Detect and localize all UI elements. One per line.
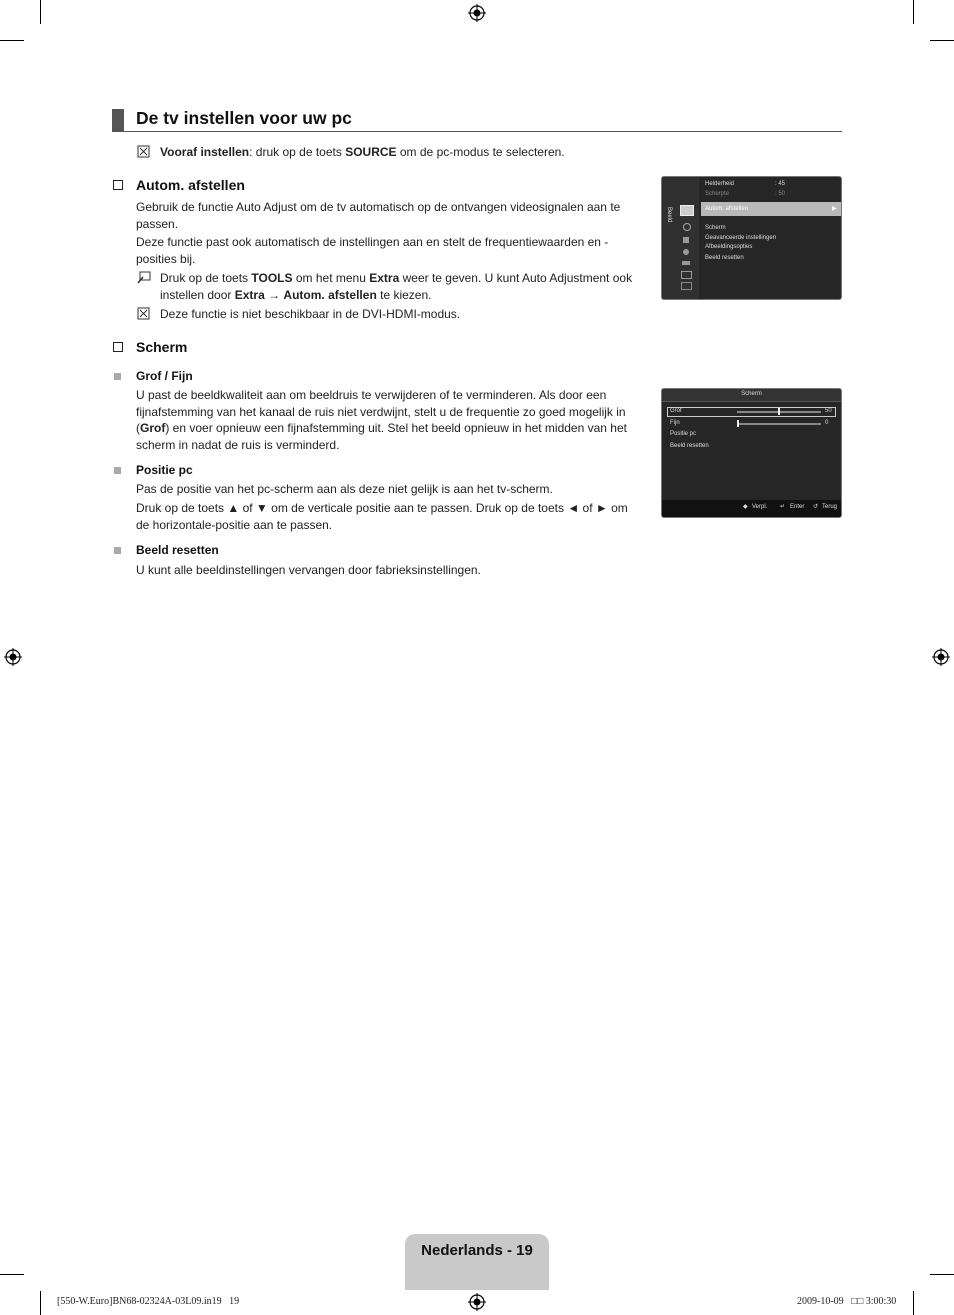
grof-paragraph [136,387,641,453]
menu-item-label[interactable]: Geavanceerde instellingen [705,235,777,241]
print-timestamp: 2009-10-09 □□ 3:00:30 [797,1296,897,1307]
scherm-row-label[interactable]: Positie pc [670,431,697,437]
menu-app-icon [681,271,692,279]
tools-icon [137,271,151,284]
menu-channel-icon [683,237,689,243]
registration-mark-icon [4,648,22,666]
sub-heading-positie: Positie pc [136,463,193,477]
crop-mark [0,40,24,41]
sub-heading-grof: Grof / Fijn [136,369,193,383]
tools-path-2: Autom. afstellen [283,287,377,302]
scherm-screenshot [661,388,842,518]
crop-mark [930,40,954,41]
back-icon: ↺ [813,504,819,510]
menu-item-value: : 50 [775,191,786,197]
preset-note-text: : druk op de toets [249,145,346,159]
section-heading-scherm: Scherm [136,339,188,355]
print-file-info: [550-W.Euro]BN68-02324A-03L09.in19 19 [57,1296,240,1307]
registration-mark-icon [932,648,950,666]
tools-text-c: weer te geven. U kunt Auto Adjustment ook instellen door [160,271,633,302]
scherm-footer-move: Verpl. [752,504,768,510]
scherm-slider-track[interactable] [737,423,821,425]
tools-text-a: Druk op de toets [160,271,252,285]
page-title: De tv instellen voor uw pc [136,108,352,128]
menu-item-value: : 45 [775,181,786,187]
tools-menu: Extra [369,271,400,285]
menu-setup-icon [683,249,689,255]
crop-mark [40,0,41,24]
menu-item-label[interactable]: Scherm [705,225,726,231]
positie-paragraph-1: Pas de positie van het pc-scherm aan als deze niet gelijk is aan het tv-scherm. [136,482,553,496]
autom-note-dvi: Deze functie is niet beschikbaar in de DVI-HDMI-modus. [160,307,461,321]
menu-item-arrow-icon: ▶ [832,206,837,212]
grof-text-a: U past de beeldkwaliteit aan om beeldruis te verwijderen of te verminderen. Als door een fijnafstemming van het kanaal de ruis niet verdwijnt, stelt u de frequentie zo goed mogelijk in ( [136,388,626,435]
preset-note-text-end: om de pc-modus te selecteren. [396,145,565,159]
note-icon [137,307,150,320]
scherm-footer-enter: Enter [790,504,805,510]
scherm-title: Scherm [741,391,762,397]
menu-item-label[interactable]: Beeld resetten [705,255,744,261]
section-heading-autom: Autom. afstellen [136,177,245,193]
grof-text-b: Grof [140,421,166,435]
tools-text-b: om het menu [292,271,370,285]
page-number-label: Nederlands - 19 [421,1242,533,1259]
section-checkbox-icon [113,180,123,190]
sub-heading-reset: Beeld resetten [136,543,219,557]
tools-text-d: te kiezen. [376,287,432,302]
scherm-footer-back: Terug [822,504,838,510]
preset-note [160,144,650,161]
scherm-slider-thumb[interactable] [737,420,739,427]
reset-paragraph: U kunt alle beeldinstellingen vervangen door fabrieksinstellingen. [136,563,481,577]
title-accent-bar [112,109,124,131]
tools-key: TOOLS [251,271,293,285]
menu-sidebar-label: Beeld [666,207,672,223]
preset-note-key: SOURCE [345,145,397,159]
grof-text-c: ) en voer opnieuw een fijnafstemming uit. Stel het beeld opnieuw in het midden van het scherm in nadat de ruis is verminderd. [136,421,627,452]
menu-item-label: Helderheid [705,181,735,187]
menu-item-label: Scherpte [705,191,730,197]
crop-mark [913,0,914,24]
scherm-row-label: Fijn [670,420,680,426]
move-icon: ◆ [743,504,748,510]
enter-icon: ↵ [780,504,786,510]
note-icon [137,145,150,158]
autom-tools-note [160,270,645,303]
preset-note-label: Vooraf instellen [160,145,250,159]
bullet-square-icon [114,373,121,380]
scherm-row-label[interactable]: Beeld resetten [670,443,709,449]
title-divider [112,131,842,132]
menu-sound-icon [683,223,691,231]
menu-input-icon [682,261,690,265]
crop-mark [0,1274,24,1275]
scherm-slider-thumb[interactable] [778,408,780,415]
crop-mark [40,1291,41,1315]
menu-help-icon [681,282,692,290]
menu-item-label[interactable]: Afbeeldingsopties [705,244,753,250]
menu-item-selected[interactable]: Autom. afstellen [705,206,749,212]
crop-mark [930,1274,954,1275]
crop-mark [913,1291,914,1315]
menu-sidebar [662,177,699,299]
autom-paragraph-1: Gebruik de functie Auto Adjust om de tv automatisch op de ontvangen videosignalen aan te passen. [136,200,621,231]
registration-mark-icon [468,4,486,22]
scherm-row-value: 50 [825,408,832,414]
autom-paragraph-2: Deze functie past ook automatisch de instellingen aan en stelt de frequentiewaarden en -posities bij. [136,235,609,266]
bullet-square-icon [114,467,121,474]
bullet-square-icon [114,547,121,554]
scherm-row-value: 0 [825,420,829,426]
menu-picture-icon [680,205,694,216]
tools-path-1: Extra [234,287,265,302]
positie-paragraph-2: Druk op de toets ▲ of ▼ om de verticale positie aan te passen. Druk op de toets ◄ of ► om de horizontale-positie aan te passen. [136,501,628,532]
scherm-row-label: Grof [670,408,682,414]
menu-screenshot [661,176,842,300]
tools-arrow: → [264,287,284,302]
section-checkbox-icon [113,342,123,352]
registration-mark-icon [468,1293,486,1311]
